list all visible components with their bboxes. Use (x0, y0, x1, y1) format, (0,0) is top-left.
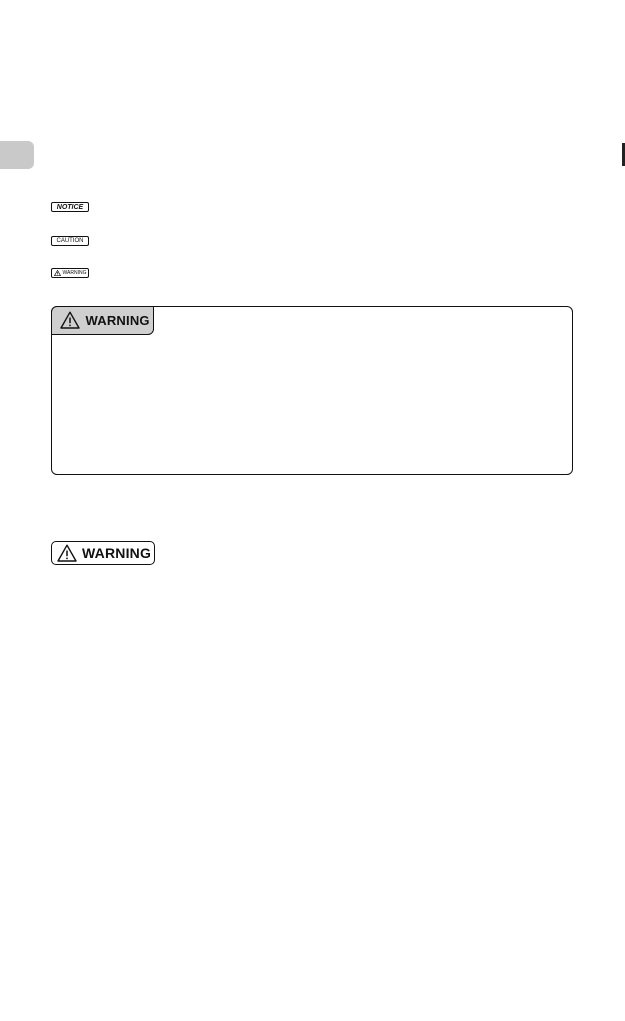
warning-heading-tag (51, 541, 155, 565)
caution-legend-tag (51, 236, 89, 246)
warning-callout-box (51, 306, 573, 475)
warning-triangle-icon (60, 311, 80, 329)
notice-legend-tag (51, 202, 89, 212)
warning-callout-label: WARNING (85, 312, 150, 328)
warning-legend-label: WARNING (62, 269, 87, 276)
section-tab-marker (0, 141, 34, 169)
warning-legend-tag (51, 268, 89, 278)
warning-callout-header (51, 306, 154, 335)
warning-heading-label: WARNING (82, 545, 152, 561)
warning-triangle-icon (57, 544, 77, 562)
warning-triangle-icon (54, 270, 61, 276)
notice-legend-label: NOTICE (56, 203, 84, 211)
caution-legend-label: CAUTION (56, 238, 84, 244)
